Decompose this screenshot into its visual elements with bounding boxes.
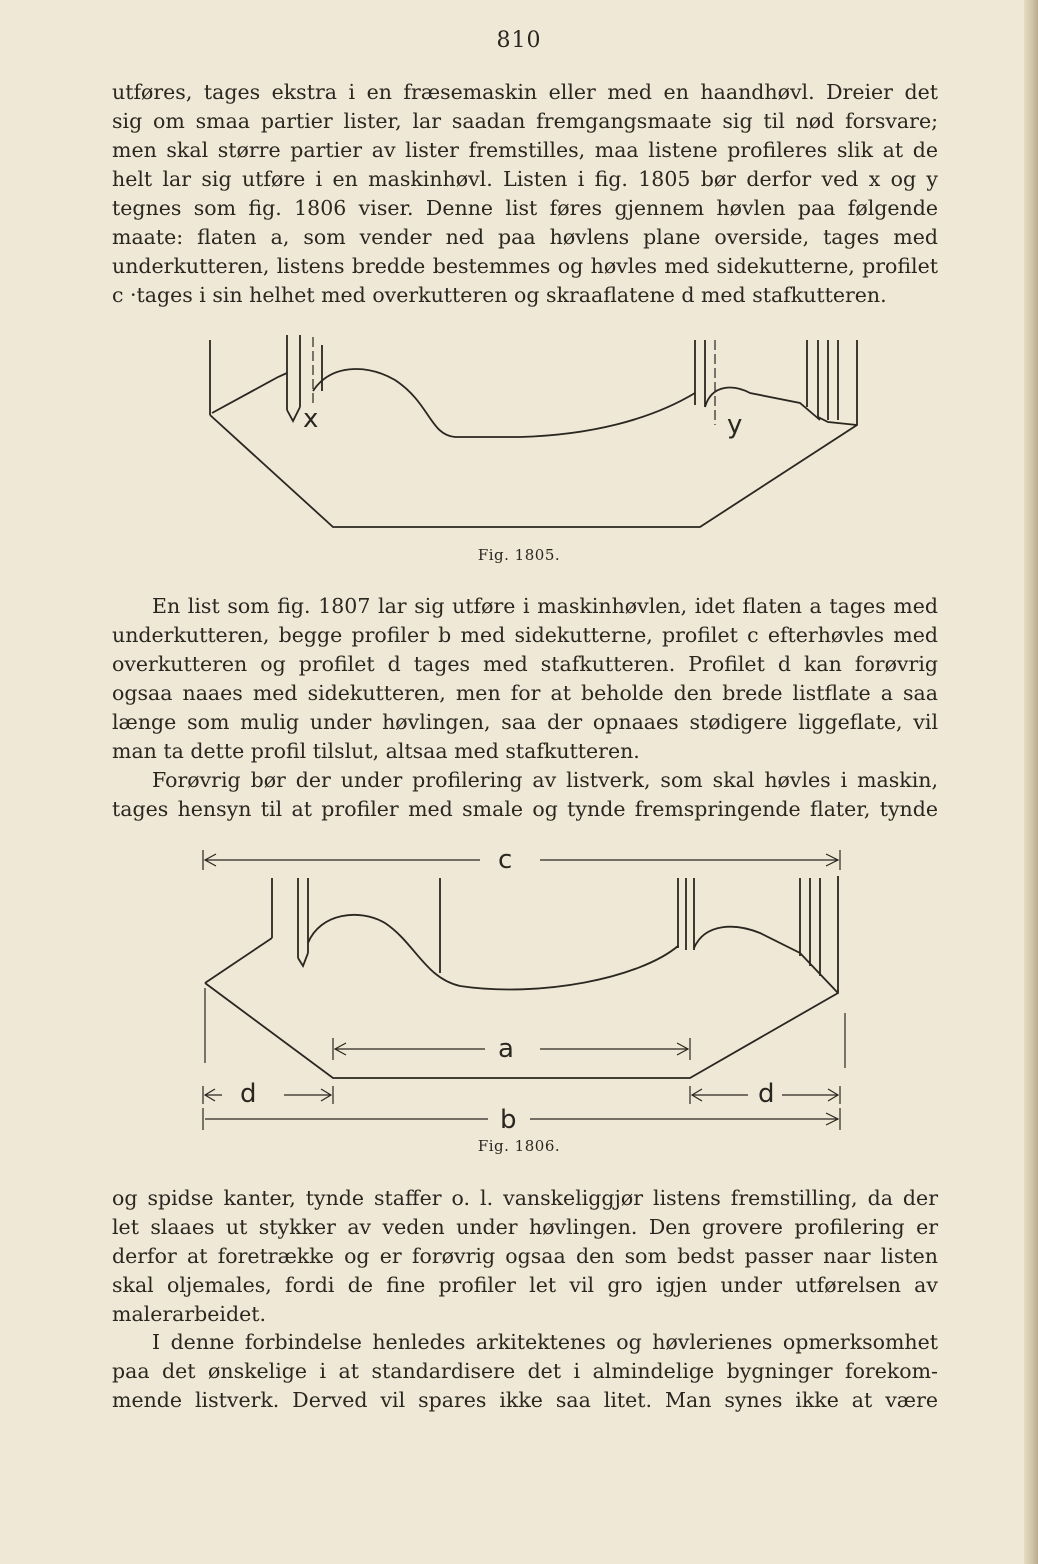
figure-1806	[0, 838, 1038, 1138]
figure-1806-drawing	[0, 838, 1038, 1138]
text-line: let slaaes ut stykker av veden under høvlingen. Den grovere profilering er	[112, 1215, 938, 1239]
text-line: Forøvrig bør der under profilering av listverk, som skal høvles i maskin,	[152, 768, 938, 792]
text-line: underkutteren, listens bredde bestemmes og høvles med sidekutterne, profilet	[112, 254, 938, 278]
text-line: c ·tages i sin helhet med overkutteren og skraaflatene d med stafkutteren.	[112, 283, 887, 307]
text-line: underkutteren, begge profiler b med sidekutterne, profilet c efterhøvles med	[112, 623, 938, 647]
text-line: længe som mulig under høvlingen, saa der opnaaes stødigere liggeflate, vil	[112, 710, 938, 734]
text-line: sig om smaa partier lister, lar saadan fremgangsmaate sig til nød forsvare;	[112, 109, 938, 133]
figure-1805	[0, 325, 1038, 540]
label-x: x	[303, 404, 319, 434]
page-edge	[1024, 0, 1038, 1564]
caption-1806: Fig. 1806.	[477, 1137, 561, 1155]
paragraph-2	[112, 592, 938, 766]
caption-1805: Fig. 1805.	[477, 546, 561, 564]
label-y: y	[727, 410, 743, 440]
text-line: derfor at foretrække og er forøvrig ogsaa den som bedst passer naar listen	[112, 1244, 938, 1268]
text-line: men skal større partier av lister fremstilles, maa listene profileres slik at de	[112, 138, 938, 162]
text-line: En list som fig. 1807 lar sig utføre i maskinhøvlen, idet flaten a tages med	[152, 594, 938, 618]
text-line: maate: flaten a, som vender ned paa høvlens plane overside, tages med	[112, 225, 938, 249]
text-line: I denne forbindelse henledes arkitektenes og høvlerienes opmerksomhet	[152, 1330, 938, 1354]
text-line: helt lar sig utføre i en maskinhøvl. Listen i fig. 1805 bør derfor ved x og y	[112, 167, 938, 191]
label-b: b	[500, 1105, 517, 1135]
paragraph-1	[112, 78, 938, 310]
text-line: ogsaa naaes med sidekutteren, men for at beholde den brede listflate a saa	[112, 681, 938, 705]
text-line: malerarbeidet.	[112, 1302, 266, 1326]
label-d-right: d	[758, 1079, 775, 1109]
text-line: og spidse kanter, tynde staffer o. l. vanskeliggjør listens fremstilling, da der	[112, 1186, 938, 1210]
text-line: skal oljemales, fordi de fine profiler let vil gro igjen under utførelsen av	[112, 1273, 938, 1297]
text-line: utføres, tages ekstra i en fræsemaskin eller med en haandhøvl. Dreier det	[112, 80, 938, 104]
text-line: man ta dette profil tilslut, altsaa med stafkutteren.	[112, 739, 640, 763]
paragraph-3	[112, 766, 938, 824]
paragraph-4	[112, 1184, 938, 1329]
text-line: mende listverk. Derved vil spares ikke saa litet. Man synes ikke at være	[112, 1388, 938, 1412]
text-line: tegnes som fig. 1806 viser. Denne list føres gjennem høvlen paa følgende	[112, 196, 938, 220]
paragraph-5	[112, 1328, 938, 1415]
page-number: 810	[496, 28, 542, 53]
text-line: overkutteren og profilet d tages med stafkutteren. Profilet d kan forøvrig	[112, 652, 938, 676]
figure-1805-drawing	[0, 325, 1038, 540]
label-a: a	[498, 1034, 514, 1064]
label-c: c	[498, 845, 513, 875]
text-line: paa det ønskelige i at standardisere det i almindelige bygninger forekom-	[112, 1359, 938, 1383]
text-line: tages hensyn til at profiler med smale og tynde fremspringende flater, tynde	[112, 797, 938, 821]
label-d-left: d	[240, 1079, 257, 1109]
